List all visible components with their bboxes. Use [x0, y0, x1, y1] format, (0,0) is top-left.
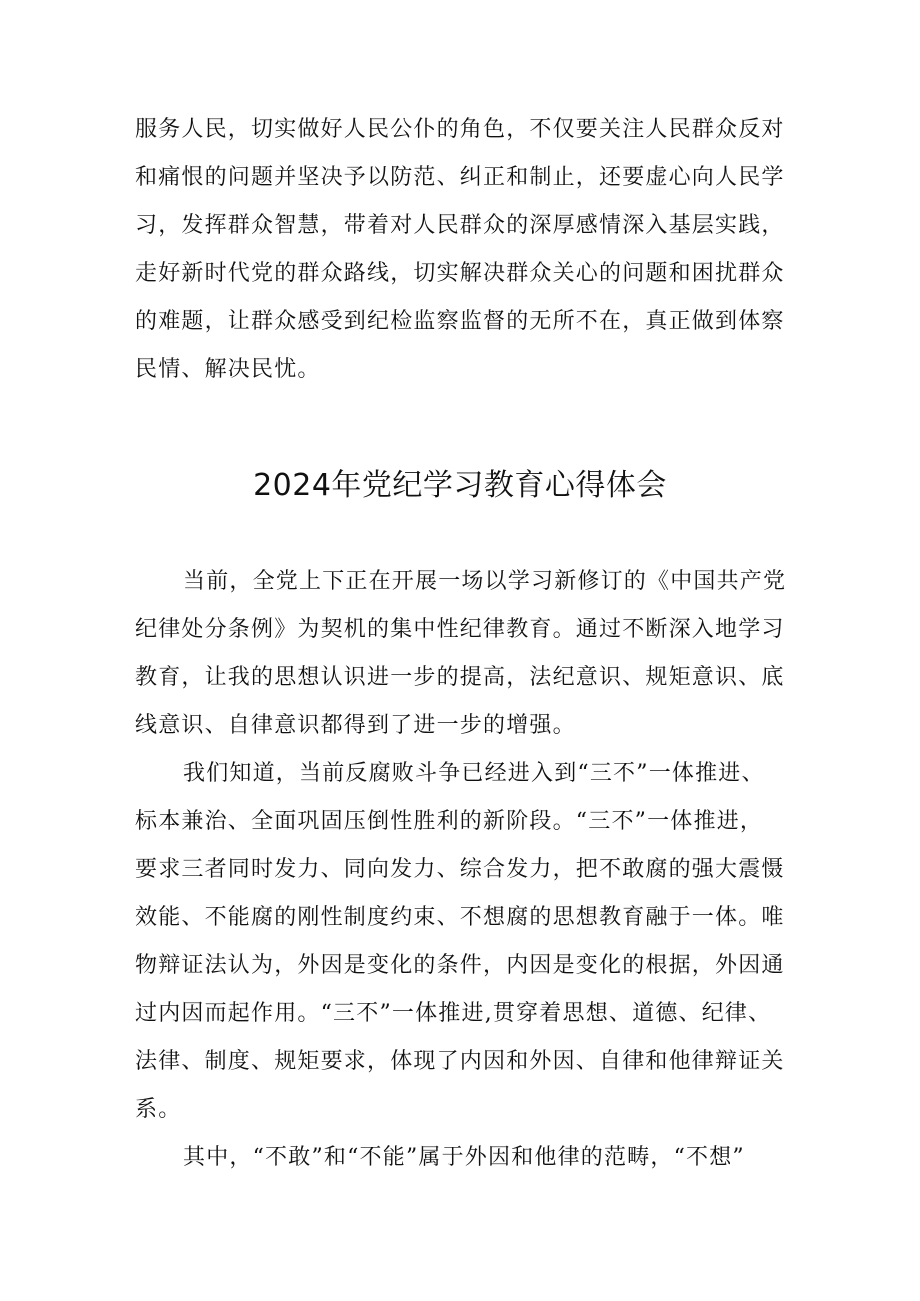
document-title: 2024年党纪学习教育心得体会 — [253, 468, 667, 503]
text-line: 纪律处分条例》为契机的集中性纪律教育。通过不断深入地学习 — [135, 617, 785, 642]
text-line: 其中，“不敢”和“不能”属于外因和他律的范畴，“不想” — [183, 1145, 745, 1170]
text-line: 法律、制度、规矩要求，体现了内因和外因、自律和他律辩证关 — [135, 1049, 785, 1074]
text-line: 的难题，让群众感受到纪检监察监督的无所不在，真正做到体察 — [135, 309, 785, 334]
text-line: 习，发挥群众智慧，带着对人民群众的深厚感情深入基层实践， — [135, 213, 785, 238]
text-line: 标本兼治、全面巩固压倒性胜利的新阶段。“三不”一体推进， — [135, 809, 764, 834]
text-line: 效能、不能腐的刚性制度约束、不想腐的思想教育融于一体。唯 — [135, 905, 785, 930]
text-line: 物辩证法认为，外因是变化的条件，内因是变化的根据，外因通 — [135, 953, 785, 978]
text-line: 服务人民，切实做好人民公仆的角色，不仅要关注人民群众反对 — [135, 117, 785, 142]
text-line: 我们知道，当前反腐败斗争已经进入到“三不”一体推进、 — [183, 761, 765, 786]
text-line: 教育，让我的思想认识进一步的提高，法纪意识、规矩意识、底 — [135, 665, 785, 690]
text-line: 当前，全党上下正在开展一场以学习新修订的《中国共产党 — [183, 569, 787, 594]
text-line: 和痛恨的问题并坚决予以防范、纠正和制止，还要虚心向人民学 — [135, 165, 785, 190]
text-line: 系。 — [135, 1097, 182, 1122]
text-line: 走好新时代党的群众路线，切实解决群众关心的问题和困扰群众 — [135, 261, 785, 286]
text-line: 过内因而起作用。“三不”一体推进,贯穿着思想、道德、纪律、 — [135, 1001, 772, 1026]
text-line: 线意识、自律意识都得到了进一步的增强。 — [135, 713, 576, 738]
text-line: 民情、解决民忧。 — [135, 357, 321, 382]
text-line: 要求三者同时发力、同向发力、综合发力，把不敢腐的强大震慑 — [135, 857, 785, 882]
